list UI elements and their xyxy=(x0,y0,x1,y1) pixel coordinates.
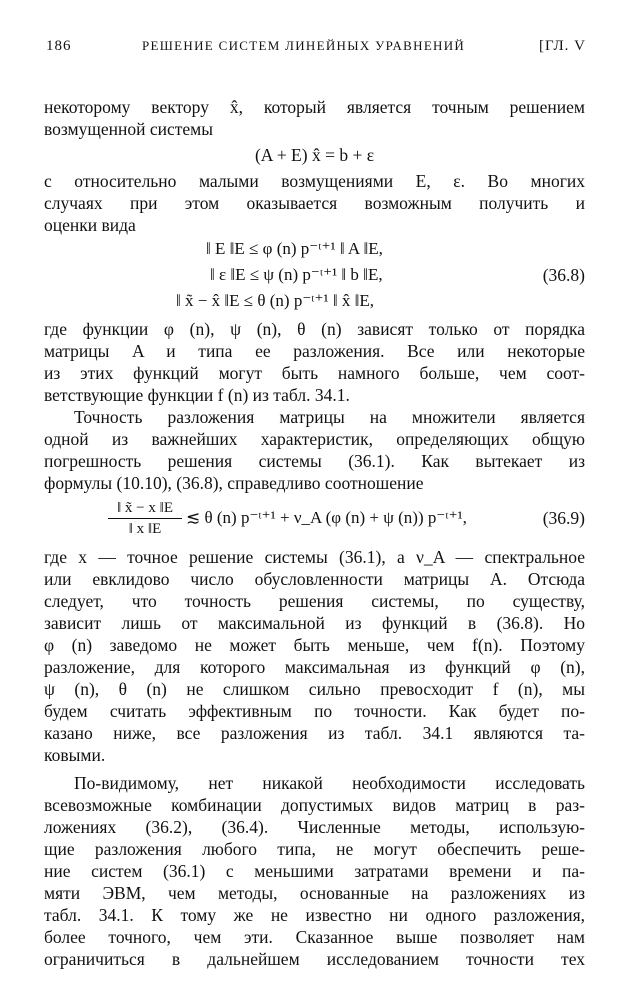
equation-36-9 xyxy=(44,494,585,546)
paragraph-4 xyxy=(44,406,585,494)
text-line: где x — точное решение системы (36.1), а ν_A — спектральное xyxy=(44,547,585,567)
page-body xyxy=(44,96,585,970)
page-number: 186 xyxy=(46,38,72,54)
text-line: ветствующие функции f (n) из табл. 34.1. xyxy=(44,385,350,405)
text-line: более точного, чем эти. Сказанное выше позволяет нам xyxy=(44,927,585,947)
text-line: формулы (10.10), (36.8), справедливо соотношение xyxy=(44,473,424,493)
chapter-marker: [ГЛ. V xyxy=(538,38,586,54)
text-line: табл. 34.1. К тому же не известно ни одного разложения, xyxy=(44,905,585,925)
equation-rhs: ≲ θ (n) p⁻ᵗ⁺¹ + ν_A (φ (n) + ψ (n)) p⁻ᵗ⁺¹, xyxy=(186,508,467,527)
text-line: ограничиться в дальнейшем исследованием точности тех xyxy=(44,949,585,969)
text-line: всевозможные комбинации допустимых видов матриц в раз- xyxy=(44,795,585,815)
text-line: зависит лишь от максимальной из функций в (36.8). Но xyxy=(44,613,585,633)
chapter-title: РЕШЕНИЕ СИСТЕМ ЛИНЕЙНЫХ УРАВНЕНИЙ xyxy=(142,38,466,53)
text-line: одной из важнейших характеристик, определяющих общую xyxy=(44,429,585,449)
text-line: из этих функций могут быть намного больше, чем соот- xyxy=(44,363,585,383)
equation-row: ‖ x̃ − x̂ ‖E ≤ θ (n) p⁻ᵗ⁺¹ ‖ x̂ ‖E, xyxy=(176,291,375,310)
text-line: щие разложения любого типа, не могут обеспечить реше- xyxy=(44,839,585,859)
fraction-numerator: ‖ x̃ − x ‖E xyxy=(108,498,182,519)
paragraph-1 xyxy=(44,96,585,140)
fraction xyxy=(108,498,182,539)
text-line: разложение, для которого максимальная из функций φ (n), xyxy=(44,657,585,677)
text-line: ложениях (36.2), (36.4). Численные методы, использую- xyxy=(44,817,585,837)
text-line: Точность разложения матрицы на множители является xyxy=(74,407,585,427)
text-line: возмущенной системы xyxy=(44,119,213,139)
text-line: φ (n) заведомо не может быть меньше, чем f(n). Поэтому xyxy=(44,635,585,655)
text-line: По-видимому, нет никакой необходимости исследовать xyxy=(74,773,585,793)
paragraph-2 xyxy=(44,170,585,236)
text-line: ψ (n), θ (n) не слишком сильно превосходит f (n), мы xyxy=(44,679,585,699)
equation-number: (36.8) xyxy=(542,265,585,285)
text-line: матрицы A и типа ее разложения. Все или некоторые xyxy=(44,341,585,361)
text-line: оценки вида xyxy=(44,215,136,235)
equation-row: ‖ ε ‖E ≤ ψ (n) p⁻ᵗ⁺¹ ‖ b ‖E, xyxy=(210,265,383,284)
text-line: ние систем (36.1) с меньшими затратами времени и па- xyxy=(44,861,585,881)
equation-perturbed-system: (A + E) x̂ = b + ε xyxy=(254,145,375,165)
text-line: будем считать эффективным по точности. Как будет по- xyxy=(44,701,585,721)
text-line: где функции φ (n), ψ (n), θ (n) зависят только от порядка xyxy=(44,319,585,339)
text-line: ковыми. xyxy=(44,745,106,765)
paragraph-5 xyxy=(44,546,585,766)
running-header xyxy=(46,38,586,60)
text-line: случаях при этом оказывается возможным получить и xyxy=(44,193,585,213)
text-line: следует, что точность решения системы, по существу, xyxy=(44,591,585,611)
paragraph-3 xyxy=(44,318,585,406)
text-line: погрешность решения системы (36.1). Как вытекает из xyxy=(44,451,585,471)
text-line: или евклидово число обусловленности матрицы A. Отсюда xyxy=(44,569,585,589)
text-line: казано ниже, все разложения из табл. 34.1 являются та- xyxy=(44,723,585,743)
paragraph-6 xyxy=(44,772,585,970)
fraction-denominator: ‖ x ‖E xyxy=(128,521,162,537)
equation-number: (36.9) xyxy=(542,508,585,528)
text-line: некоторому вектору x̂, который является точным решением xyxy=(44,97,585,117)
text-line: с относительно малыми возмущениями E, ε. Во многих xyxy=(44,171,585,191)
text-line: мяти ЭВМ, чем методы, основанные на разложениях из xyxy=(44,883,585,903)
equation-36-8 xyxy=(44,236,585,318)
equation-row: ‖ E ‖E ≤ φ (n) p⁻ᵗ⁺¹ ‖ A ‖E, xyxy=(206,239,383,258)
